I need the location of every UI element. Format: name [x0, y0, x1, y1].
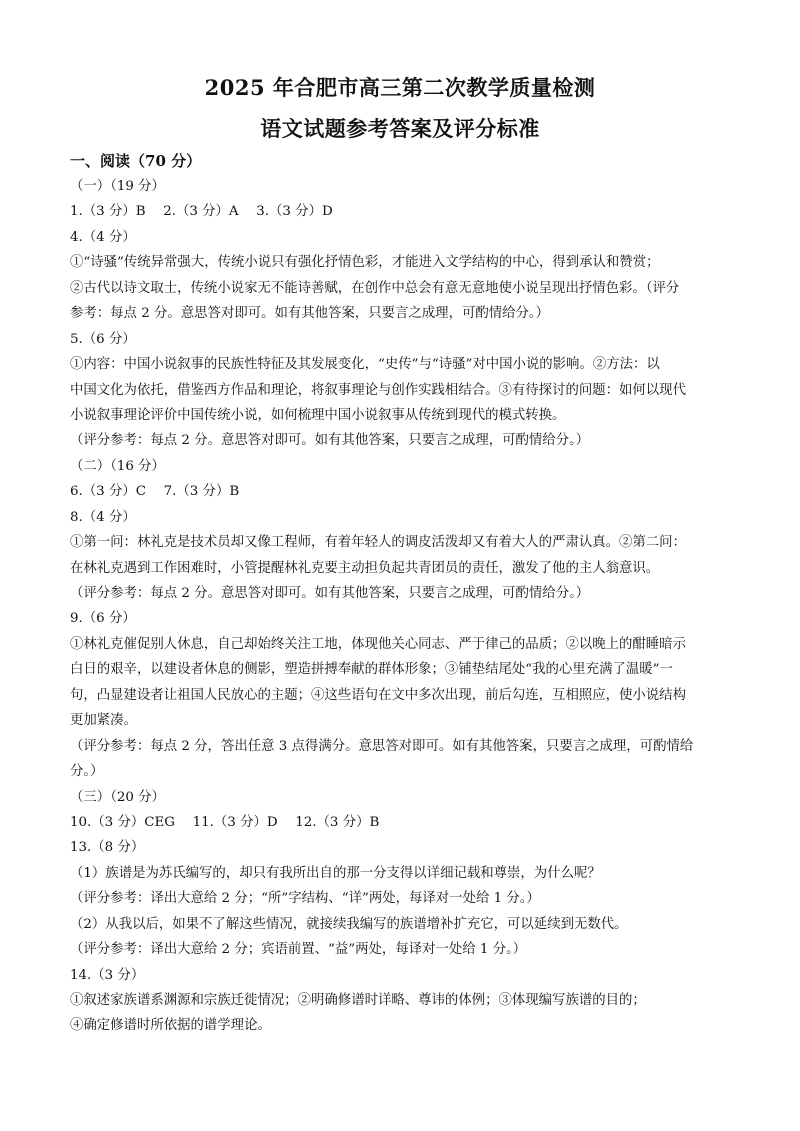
answer-body — [70, 174, 730, 1039]
text-line: 1.（3 分）B 2.（3 分）A 3.（3 分）D — [70, 204, 333, 220]
text-line: 8.（4 分） — [70, 509, 136, 525]
text-line: 9.（6 分） — [70, 611, 136, 627]
text-line: （评分参考：每点 2 分。意思答对即可。如有其他答案，只要言之成理，可酌情给分。） — [70, 433, 590, 449]
text-line: （评分参考：每点 2 分，答出任意 3 点得满分。意思答对即可。如有其他答案，只要言之成理，可酌情给 — [70, 738, 694, 754]
document-title: 2025 年合肥市高三第二次教学质量检测 — [204, 75, 596, 100]
text-line: ①内容：中国小说叙事的民族性特征及其发展变化，“史传”与“诗骚”对中国小说的影响。②方法：以 — [70, 357, 660, 373]
text-line: 6.（3 分）C 7.（3 分）B — [70, 484, 240, 500]
text-line: ②古代以诗文取士，传统小说家无不能诗善赋，在创作中总会有意无意地使小说呈现出抒情色彩。（评分 — [70, 280, 680, 296]
text-line: ①第一问：林礼克是技术员却又像工程师，有着年轻人的调皮活泼却又有着大人的严肃认真。②第二问： — [70, 535, 686, 551]
text-line: 中国文化为依托，借鉴西方作品和理论，将叙事理论与创作实践相结合。③有待探讨的问题：如何以现代 — [70, 382, 686, 398]
text-line: 10.（3 分）CEG 11.（3 分）D 12.（3 分）B — [70, 814, 380, 830]
text-line: ①林礼克催促别人休息，自己却始终关注工地，体现他关心同志、严于律己的品质；②以晚上的酣睡暗示 — [70, 636, 686, 652]
text-line: 更加紧凑。 — [70, 713, 137, 729]
text-line: ①“诗骚”传统异常强大，传统小说只有强化抒情色彩，才能进入文学结构的中心，得到承认和赞赏； — [70, 255, 660, 271]
text-line: （评分参考：译出大意给 2 分；“所”字结构、“详”两处，每译对一处给 1 分。） — [70, 891, 540, 907]
text-line: 5.（6 分） — [70, 331, 136, 347]
text-line: 白日的艰辛，以建设者休息的侧影，塑造拼搏奉献的群体形象；③铺垫结尾处“我的心里充满了温暖”一 — [70, 662, 673, 678]
text-line: 参考：每点 2 分。意思答对即可。如有其他答案，只要言之成理，可酌情给分。） — [70, 306, 550, 322]
section-heading: 一、阅读（70 分） — [70, 152, 202, 170]
text-line: （评分参考：译出大意给 2 分；宾语前置、“益”两处，每译对一处给 1 分。） — [70, 942, 527, 958]
text-line: 14.（3 分） — [70, 967, 145, 983]
document-subtitle: 语文试题参考答案及评分标准 — [260, 116, 540, 141]
text-line: （2）从我以后，如果不了解这些情况，就接续我编写的族谱增补扩充它，可以延续到无数代。 — [70, 916, 628, 932]
text-line: 小说叙事理论评价中国传统小说，如何梳理中国小说叙事从传统到现代的模式转换。 — [70, 407, 566, 423]
text-line: 4.（4 分） — [70, 229, 136, 245]
text-line: 句，凸显建设者让祖国人民放心的主题；④这些语句在文中多次出现，前后勾连，互相照应，使小说结构 — [70, 687, 686, 703]
text-line: （评分参考：每点 2 分。意思答对即可。如有其他答案，只要言之成理，可酌情给分。） — [70, 586, 590, 601]
text-line: ①叙述家族谱系渊源和宗族迁徙情况；②明确修谱时详略、尊讳的体例；③体现编写族谱的目的； — [70, 993, 646, 1008]
text-line: （二）（16 分） — [70, 458, 165, 474]
text-line: （1）族谱是为苏氏编写的，却只有我所出自的那一分支得以详细记载和尊崇，为什么呢？ — [70, 865, 601, 881]
text-line: ④确定修谱时所依据的谱学理论。 — [70, 1018, 271, 1034]
text-line: 13.（8 分） — [70, 840, 145, 856]
text-line: （一）（19 分） — [70, 179, 165, 194]
text-line: 在林礼克遇到工作困难时，小管提醒林礼克要主动担负起共青团员的责任，激发了他的主人翁意识。 — [70, 560, 660, 576]
text-line: （三）（20 分） — [70, 789, 165, 805]
text-line: 分。） — [70, 764, 104, 780]
